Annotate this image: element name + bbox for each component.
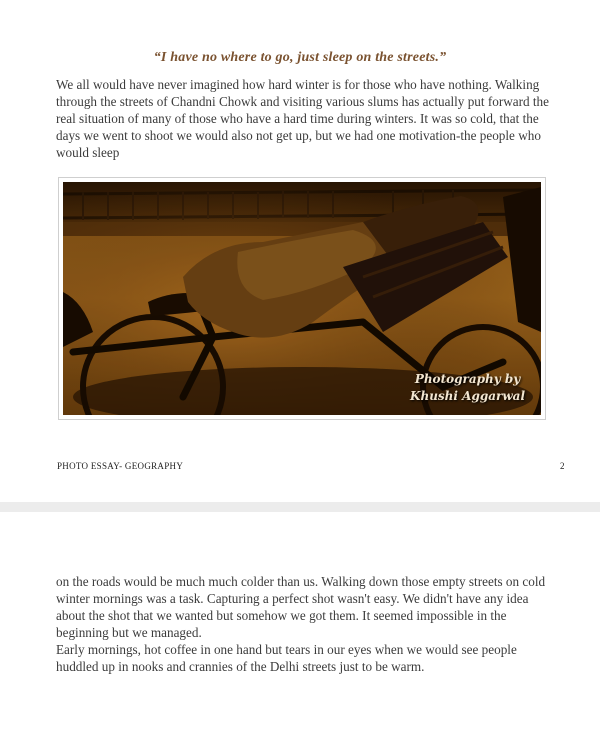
street-sleeper-photo — [63, 182, 541, 415]
photo-credit-line-2: Khushi Aggarwal — [410, 389, 525, 403]
essay-paragraph-1: We all would have never imagined how hard winter is for those who have nothing. Walking through the streets of Chandni Chowk and visiting various slums has actually put forward the real situation of many of those who have a hard time during winters. It was so cold, that the days we went to shoot we would also not get up, but we had one motivation-the people who would sleep — [56, 77, 549, 160]
footer-title: PHOTO ESSAY- GEOGRAPHY — [57, 461, 184, 471]
photo-frame — [58, 177, 546, 420]
photo-credit-line-1: Photography by — [414, 372, 521, 386]
essay-paragraph-2 — [56, 573, 556, 675]
page-number: 2 — [560, 461, 565, 471]
essay-paragraph-2-part-1: on the roads would be much much colder than us. Walking down those empty streets on cold winter mornings was a task. Capturing a perfect shot wasn't easy. We didn't have any idea about the shot that we wanted but somehow we got them. It seemed impossible in the beginning but we managed. — [56, 574, 546, 640]
photo-credit — [410, 371, 525, 405]
essay-paragraph-2-part-2: Early mornings, hot coffee in one hand but tears in our eyes when we would see people huddled up in nooks and crannies of the Delhi streets just to be warm. — [56, 642, 517, 674]
pull-quote: “I have no where to go, just sleep on the streets.” — [153, 50, 447, 65]
